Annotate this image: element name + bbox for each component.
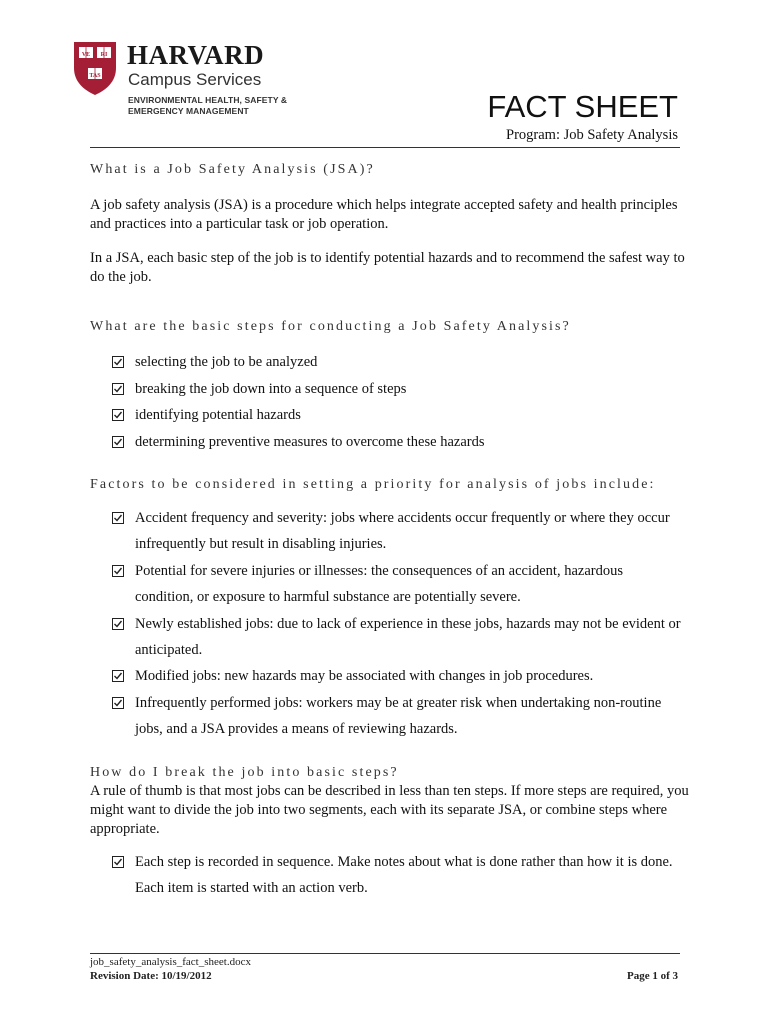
list-item-text: selecting the job to be analyzed	[135, 354, 318, 370]
list-item-text: breaking the job down into a sequence of steps	[135, 380, 407, 397]
checkbox-checked-icon	[112, 618, 124, 630]
checkbox-checked-icon	[112, 356, 124, 368]
list-item	[112, 353, 682, 380]
checkbox-checked-icon	[112, 436, 124, 448]
list-item-text: Accident frequency and severity: jobs where accidents occur frequently or where they occur infrequently but result in disabling injuries.	[135, 510, 670, 553]
program-label: Program: Job Safety Analysis	[506, 127, 678, 143]
header-divider	[90, 147, 680, 148]
section-heading-priority-factors: Factors to be considered in setting a priority for analysis of jobs include:	[90, 477, 656, 492]
break-job-list	[112, 849, 682, 902]
list-item-text: Infrequently performed jobs: workers may be at greater risk when undertaking non-routine jobs, and a JSA provides a means of reviewing hazards.	[135, 694, 662, 738]
list-item-text: Potential for severe injuries or illnesses: the consequences of an accident, hazardous condition, or exposure to harmful substance are potentially severe.	[135, 562, 623, 606]
checkbox-checked-icon	[112, 409, 124, 421]
org-name: HARVARD	[127, 40, 265, 70]
harvard-shield-icon	[72, 40, 118, 96]
list-item	[112, 849, 682, 902]
list-item	[112, 663, 682, 689]
footer-revision-date: Revision Date: 10/19/2012	[90, 970, 212, 982]
checkbox-checked-icon	[112, 670, 124, 682]
list-item-text: Each step is recorded in sequence. Make notes about what is done rather than how it is done. Each item is started with an action verb.	[135, 854, 673, 897]
paragraph-rule-of-thumb: A rule of thumb is that most jobs can be described in less than ten steps. If more steps are required, you might want to divide the job into two segments, each with its separate JSA, or combine steps where appropriate.	[90, 783, 689, 837]
list-item	[112, 406, 682, 433]
footer-page-number: Page 1 of 3	[626, 970, 678, 982]
shield-text-tas: TAS	[89, 73, 101, 79]
shield-text-ri: RI	[100, 52, 108, 58]
list-item-text: Modified jobs: new hazards may be associated with changes in job procedures.	[135, 668, 594, 685]
section-heading-basic-steps: What are the basic steps for conducting a Job Safety Analysis?	[90, 319, 571, 334]
paragraph-jsa-steps-purpose: In a JSA, each basic step of the job is to identify potential hazards and to recommend the safest way to do the job.	[90, 250, 685, 285]
section-heading-break-job: How do I break the job into basic steps?	[90, 765, 399, 780]
document-title: FACT SHEET	[487, 89, 678, 124]
shield-text-ve: VE	[81, 52, 91, 58]
footer-filename: job_safety_analysis_fact_sheet.docx	[90, 956, 251, 968]
priority-factors-list	[112, 505, 682, 743]
checkbox-checked-icon	[112, 697, 124, 709]
checkbox-checked-icon	[112, 565, 124, 577]
checkbox-checked-icon	[112, 512, 124, 524]
basic-steps-list	[112, 353, 682, 459]
checkbox-checked-icon	[112, 856, 124, 868]
section-heading-what-is-jsa: What is a Job Safety Analysis (JSA)?	[90, 162, 375, 177]
list-item	[112, 433, 682, 460]
list-item	[112, 505, 682, 558]
list-item-text: determining preventive measures to overcome these hazards	[135, 433, 485, 450]
org-department: ENVIRONMENTAL HEALTH, SAFETY & EMERGENCY MANAGEMENT	[128, 95, 288, 116]
list-item-text: identifying potential hazards	[135, 407, 301, 423]
list-item	[112, 380, 682, 407]
checkbox-checked-icon	[112, 383, 124, 395]
org-subtitle: Campus Services	[128, 70, 262, 89]
paragraph-jsa-definition: A job safety analysis (JSA) is a procedure which helps integrate accepted safety and health principles and practices into a particular task or job operation.	[90, 197, 678, 232]
list-item	[112, 611, 682, 664]
list-item	[112, 558, 682, 611]
list-item	[112, 690, 682, 743]
list-item-text: Newly established jobs: due to lack of experience in these jobs, hazards may not be evident or anticipated.	[135, 615, 681, 659]
footer-divider	[90, 953, 680, 954]
